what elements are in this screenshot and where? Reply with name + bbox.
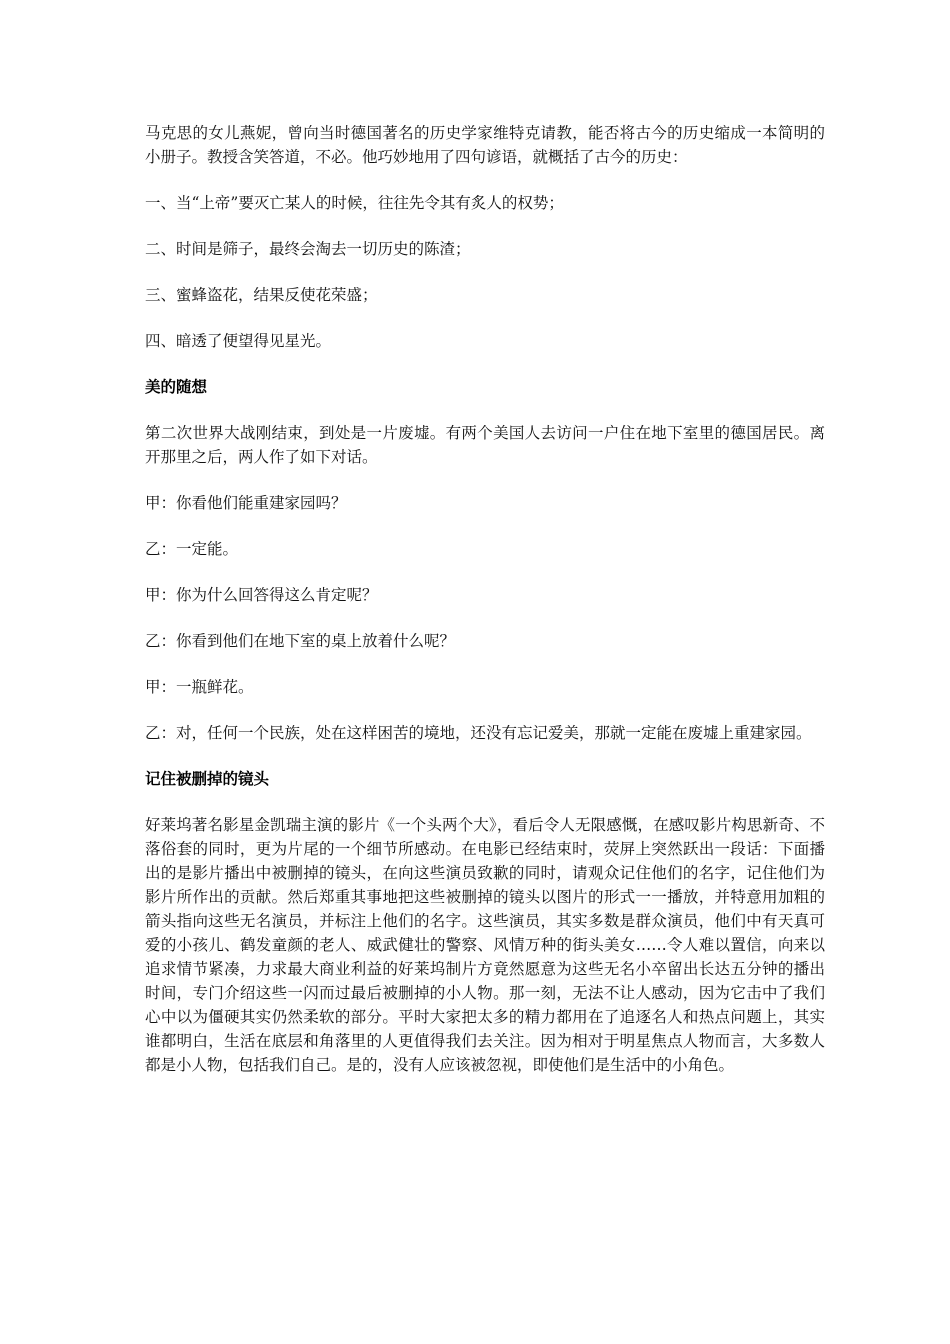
section1-item-1: 一、当“上帝”要灭亡某人的时候，往往先令其有炙人的权势； <box>145 194 564 212</box>
section3-body-paragraph: 好莱坞著名影星金凯瑞主演的影片《一个头两个大》，看后令人无限感慨，在感叹影片构思新奇、不落俗套的同时，更为片尾的一个细节所感动。在电影已经结束时，荧屏上突然跃出一段话：下面播出的是影片播出中被删掉的镜头，在向这些演员致歉的同时，请观众记住他们的名字，记住他们为影片所作出的贡献。然后郑重其事地把这些被删掉的镜头以图片的形式一一播放，并特意用加粗的箭头指向这些无名演员，并标注上他们的名字。这些演员，其实多数是群众演员，他们中有天真可爱的小孩儿、鹤发童颜的老人、威武健壮的警察、风情万种的街头美女……令人难以置信，向来以追求情节紧凑，力求最大商业利益的好莱坞制片方竟然愿意为这些无名小卒留出长达五分钟的播出时间，专门介绍这些一闪而过最后被删掉的小人物。那一刻，无法不让人感动，因为它击中了我们心中以为僵硬其实仍然柔软的部分。平时大家把太多的精力都用在了追逐名人和热点问题上，其实谁都明白，生活在底层和角落里的人更值得我们去关注。因为相对于明星焦点人物而言，大多数人都是小人物，包括我们自己。是的，没有人应该被忽视，即使他们是生活中的小角色。 <box>145 816 825 1074</box>
document-body <box>145 121 825 1077</box>
dialogue-line-2: 乙：一定能。 <box>145 540 239 558</box>
section1-item-4: 四、暗透了便望得见星光。 <box>145 332 332 350</box>
section2-heading: 美的随想 <box>145 378 208 396</box>
section1-intro-paragraph: 马克思的女儿燕妮，曾向当时德国著名的历史学家维特克请教，能否将古今的历史缩成一本简明的小册子。教授含笑答道，不必。他巧妙地用了四句谚语，就概括了古今的历史： <box>145 124 825 166</box>
dialogue-line-5: 甲：一瓶鲜花。 <box>145 678 254 696</box>
section1-item-2: 二、时间是筛子，最终会淘去一切历史的陈渣； <box>145 240 471 258</box>
dialogue-line-1: 甲：你看他们能重建家园吗？ <box>145 494 347 512</box>
section3-heading: 记住被删掉的镜头 <box>145 770 270 788</box>
section2-intro-paragraph: 第二次世界大战刚结束，到处是一片废墟。有两个美国人去访问一户住在地下室里的德国居民。离开那里之后，两人作了如下对话。 <box>145 424 825 466</box>
dialogue-line-3: 甲：你为什么回答得这么肯定呢？ <box>145 586 378 604</box>
dialogue-line-6: 乙：对，任何一个民族，处在这样困苦的境地，还没有忘记爱美，那就一定能在废墟上重建家园。 <box>145 724 812 742</box>
dialogue-line-4: 乙：你看到他们在地下室的桌上放着什么呢？ <box>145 632 456 650</box>
section1-item-3: 三、蜜蜂盗花，结果反使花荣盛； <box>145 286 378 304</box>
